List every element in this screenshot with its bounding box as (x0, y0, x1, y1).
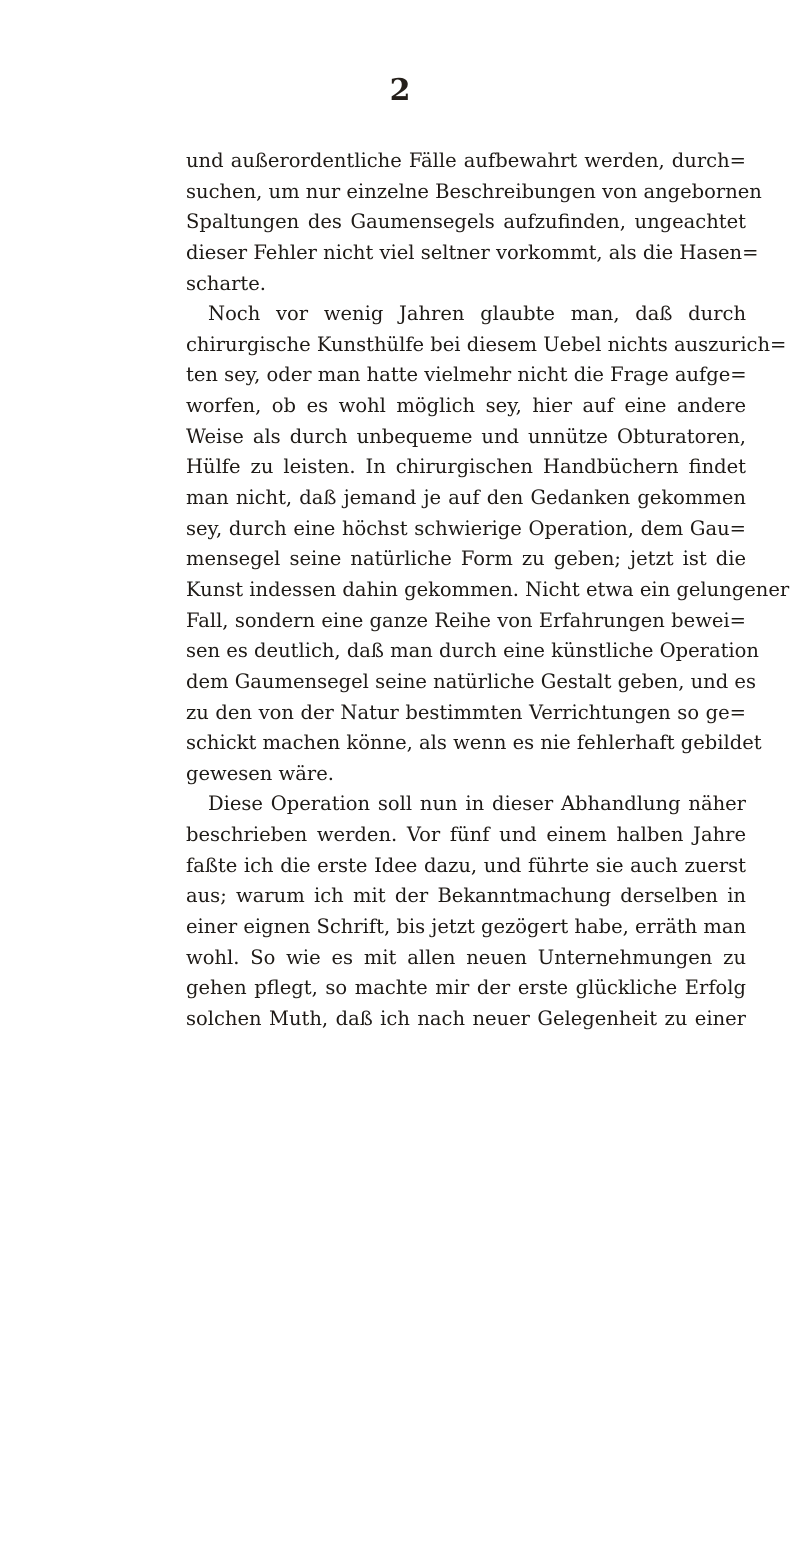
text-line: gewesen wäre. (186, 761, 334, 785)
text-line: gehen pflegt, so machte mir der erste glückliche Erfolg (186, 976, 746, 1000)
text-line: Kunst indessen dahin gekommen. Nicht etwa ein gelungener (186, 577, 790, 601)
text-line: sey, durch eine höchst schwierige Operation, dem Gau= (186, 516, 746, 540)
text-line: worfen, ob es wohl möglich sey, hier auf eine andere (186, 394, 746, 418)
text-line: dem Gaumensegel seine natürliche Gestalt geben, und es (186, 669, 756, 693)
text-line: ten sey, oder man hatte vielmehr nicht die Frage aufge= (186, 363, 747, 387)
text-line: und außerordentliche Fälle aufbewahrt werden, durch= (186, 149, 746, 172)
text-line: einer eignen Schrift, bis jetzt gezögert habe, erräth man (186, 915, 747, 939)
text-line: schickt machen könne, als wenn es nie fehlerhaft gebildet (186, 731, 762, 755)
text-line: man nicht, daß jemand je auf den Gedanken gekommen (186, 486, 746, 510)
text-line: scharte. (186, 271, 267, 295)
page-number: 2 (389, 73, 411, 108)
text-line: faßte ich die erste Idee dazu, und führte sie auch zuerst (186, 853, 746, 877)
text-line: beschrieben werden. Vor fünf und einem halben Jahre (186, 823, 746, 847)
text-line: Spaltungen des Gaumensegels aufzufinden, ungeachtet (186, 210, 746, 234)
text-line: Weise als durch unbequeme und unnütze Obturatoren, (186, 424, 746, 448)
text-line: mensegel seine natürliche Form zu geben; jetzt ist die (186, 547, 746, 571)
text-line: dieser Fehler nicht viel seltner vorkommt, als die Hasen= (186, 240, 759, 264)
text-line: zu den von der Natur bestimmten Verrichtungen so ge= (186, 700, 746, 724)
text-line: Hülfe zu leisten. In chirurgischen Handbüchern findet (186, 455, 746, 479)
text-line: Fall, sondern eine ganze Reihe von Erfahrungen bewei= (186, 608, 746, 632)
text-line: aus; warum ich mit der Bekanntmachung derselben in (186, 884, 746, 908)
text-line: Noch vor wenig Jahren glaubte man, daß durch (208, 302, 746, 326)
text-line: wohl. So wie es mit allen neuen Unternehmungen zu (186, 945, 746, 969)
text-line: Diese Operation soll nun in dieser Abhandlung näher (208, 792, 746, 816)
text-line: solchen Muth, daß ich nach neuer Gelegenheit zu einer (186, 1006, 746, 1030)
text-line: chirurgische Kunsthülfe bei diesem Uebel nichts auszurich= (186, 332, 787, 356)
text-line: suchen, um nur einzelne Beschreibungen von angebornen (186, 179, 762, 203)
text-line: sen es deutlich, daß man durch eine künstliche Operation (186, 639, 759, 663)
body-text (186, 146, 790, 1035)
